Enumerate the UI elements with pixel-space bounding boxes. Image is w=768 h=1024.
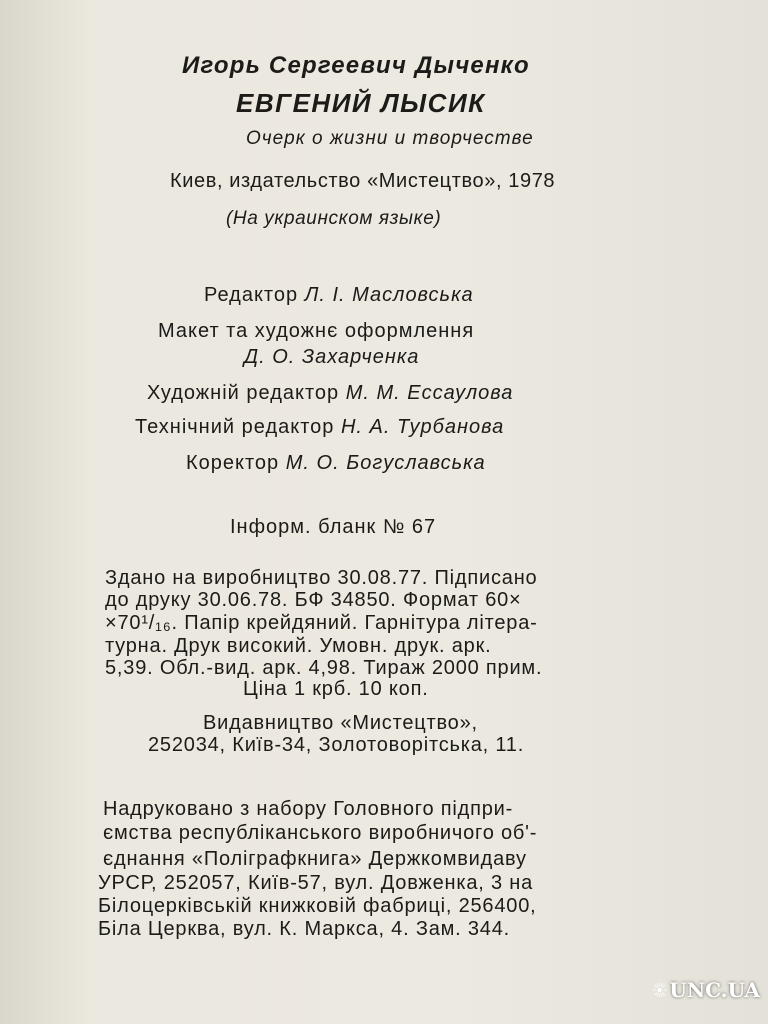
credit-name: Н. А. Турбанова bbox=[340, 416, 505, 438]
price-line: Ціна 1 крб. 10 коп. bbox=[243, 678, 429, 700]
printing-line: Білоцерківській книжковій фабриці, 256400, bbox=[98, 895, 537, 917]
production-line: ×70¹/₁₆. Папір крейдяний. Гарнітура літера- bbox=[105, 612, 538, 634]
sunburst-logo-icon bbox=[652, 972, 667, 1008]
credit-role: Редактор bbox=[204, 284, 299, 306]
publisher-address: 252034, Київ-34, Золотоворітська, 11. bbox=[148, 734, 525, 756]
credit-proofreader bbox=[186, 452, 486, 475]
watermark-text: UNC.UA bbox=[669, 978, 760, 1002]
production-line: 5,39. Обл.-вид. арк. 4,98. Тираж 2000 прим. bbox=[105, 657, 543, 679]
book-title: ЕВГЕНИЙ ЛЫСИК bbox=[236, 88, 486, 118]
production-line: турна. Друк високий. Умовн. друк. арк. bbox=[105, 635, 492, 657]
credit-name: М. М. Ессаулова bbox=[345, 382, 514, 404]
production-line: Здано на виробництво 30.08.77. Підписано bbox=[105, 567, 538, 589]
credit-layout-name bbox=[244, 346, 419, 369]
credit-name: Д. О. Захарченка bbox=[244, 346, 420, 368]
info-blank-number: Інформ. бланк № 67 bbox=[230, 516, 437, 538]
watermark bbox=[652, 966, 760, 1014]
printing-line: єднання «Поліграфкнига» Держкомвидаву bbox=[103, 848, 527, 870]
credit-role: Коректор bbox=[186, 452, 280, 474]
book-subtitle: Очерк о жизни и творчестве bbox=[246, 128, 534, 149]
credit-role: Художній редактор bbox=[147, 382, 340, 404]
book-author: Игорь Сергеевич Дыченко bbox=[182, 52, 530, 79]
credit-layout-role: Макет та художнє оформлення bbox=[158, 320, 475, 342]
language-note: (На украинском языке) bbox=[226, 208, 442, 229]
credit-tech-editor bbox=[135, 416, 504, 439]
production-line: до друку 30.06.78. БФ 34850. Формат 60× bbox=[105, 589, 522, 611]
printing-line: ємства республіканського виробничого об'- bbox=[103, 822, 538, 844]
imprint-line: Киев, издательство «Мистецтво», 1978 bbox=[170, 170, 556, 192]
printing-line: УРСР, 252057, Київ-57, вул. Довженка, 3 на bbox=[98, 872, 534, 894]
credit-name: М. О. Богуславська bbox=[285, 452, 486, 474]
printing-line: Біла Церква, вул. К. Маркса, 4. Зам. 344. bbox=[98, 918, 511, 940]
credit-role: Технічний редактор bbox=[135, 416, 335, 438]
credit-editor bbox=[204, 284, 474, 307]
credit-art-editor bbox=[147, 382, 513, 405]
publisher-line: Видавництво «Мистецтво», bbox=[203, 712, 478, 734]
credit-name: Л. І. Масловська bbox=[304, 284, 474, 306]
printing-line: Надруковано з набору Головного підпри- bbox=[103, 798, 514, 820]
